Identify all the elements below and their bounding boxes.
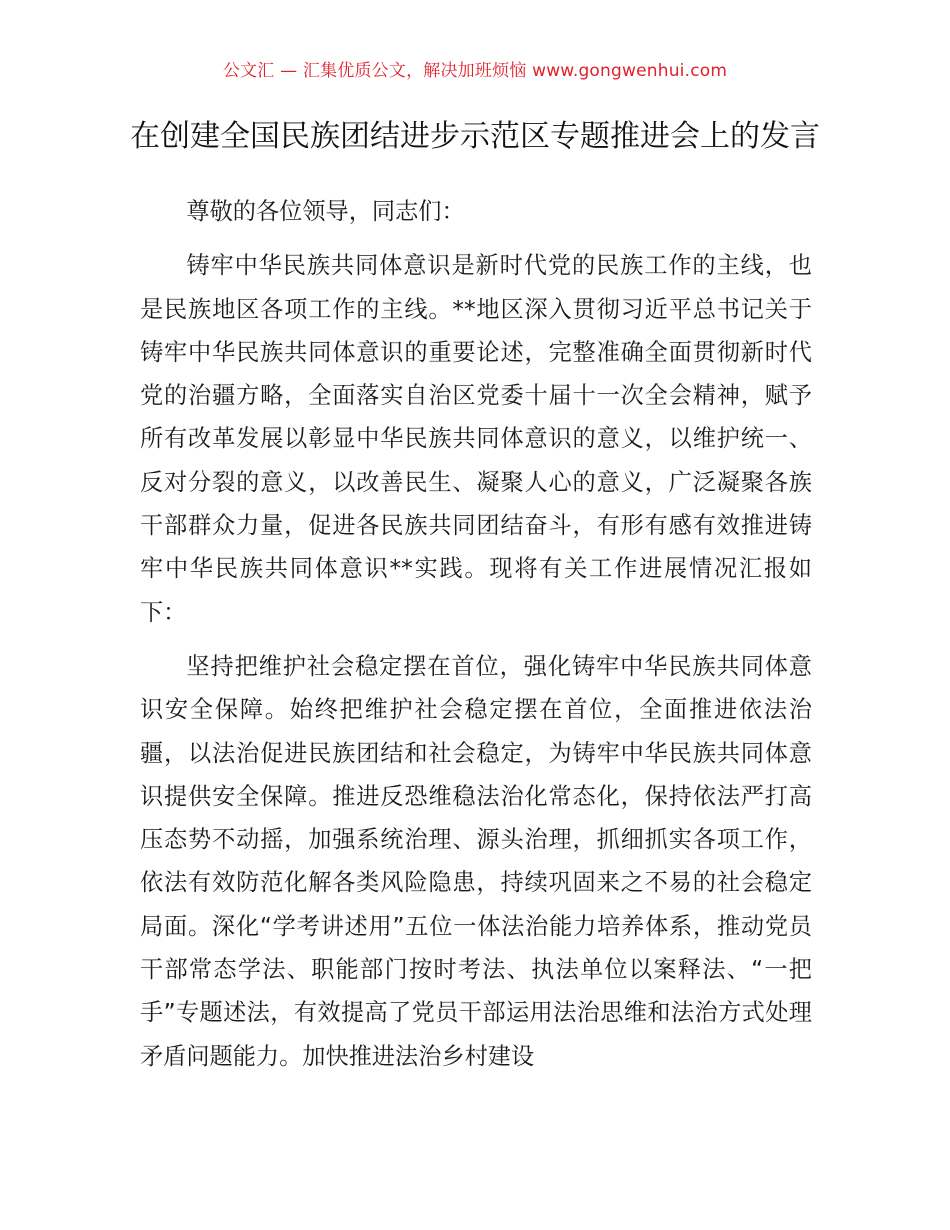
paragraph-intro: 铸牢中华民族共同体意识是新时代党的民族工作的主线，也是民族地区各项工作的主线。**地区深入贯彻习近平总书记关于铸牢中华民族共同体意识的重要论述，完整准确全面贯彻新时代党的治疆方略，全面落实自治区党委十届十一次全会精神，赋予所有改革发展以彰显中华民族共同体意识的意义，以维护统一、反对分裂的意义，以改善民生、凝聚人心的意义，广泛凝聚各族干部群众力量，促进各民族共同团结奋斗，有形有感有效推进铸牢中华民族共同体意识**实践。现将有关工作进展情况汇报如下： — [140, 252, 812, 626]
document-title: 在创建全国民族团结进步示范区专题推进会上的发言 — [130, 119, 820, 154]
header-banner: 公文汇 — 汇集优质公文，解决加班烦恼 www.gongwenhui.com — [222, 61, 728, 81]
paragraph-stability: 坚持把维护社会稳定摆在首位，强化铸牢中华民族共同体意识安全保障。始终把维护社会稳定摆在首位，全面推进依法治疆，以法治促进民族团结和社会稳定，为铸牢中华民族共同体意识提供安全保障。推进反恐维稳法治化常态化，保持依法严打高压态势不动摇，加强系统治理、源头治理，抓细抓实各项工作，依法有效防范化解各类风险隐患，持续巩固来之不易的社会稳定局面。深化“学考讲述用”五位一体法治能力培养体系，推动党员干部常态学法、职能部门按时考法、执法单位以案释法、“一把手”专题述法，有效提高了党员干部运用法治思维和法治方式处理矛盾问题能力。加快推进法治乡村建设 — [140, 652, 812, 1070]
salutation: 尊敬的各位领导，同志们： — [186, 198, 465, 225]
document-body — [140, 190, 812, 1078]
